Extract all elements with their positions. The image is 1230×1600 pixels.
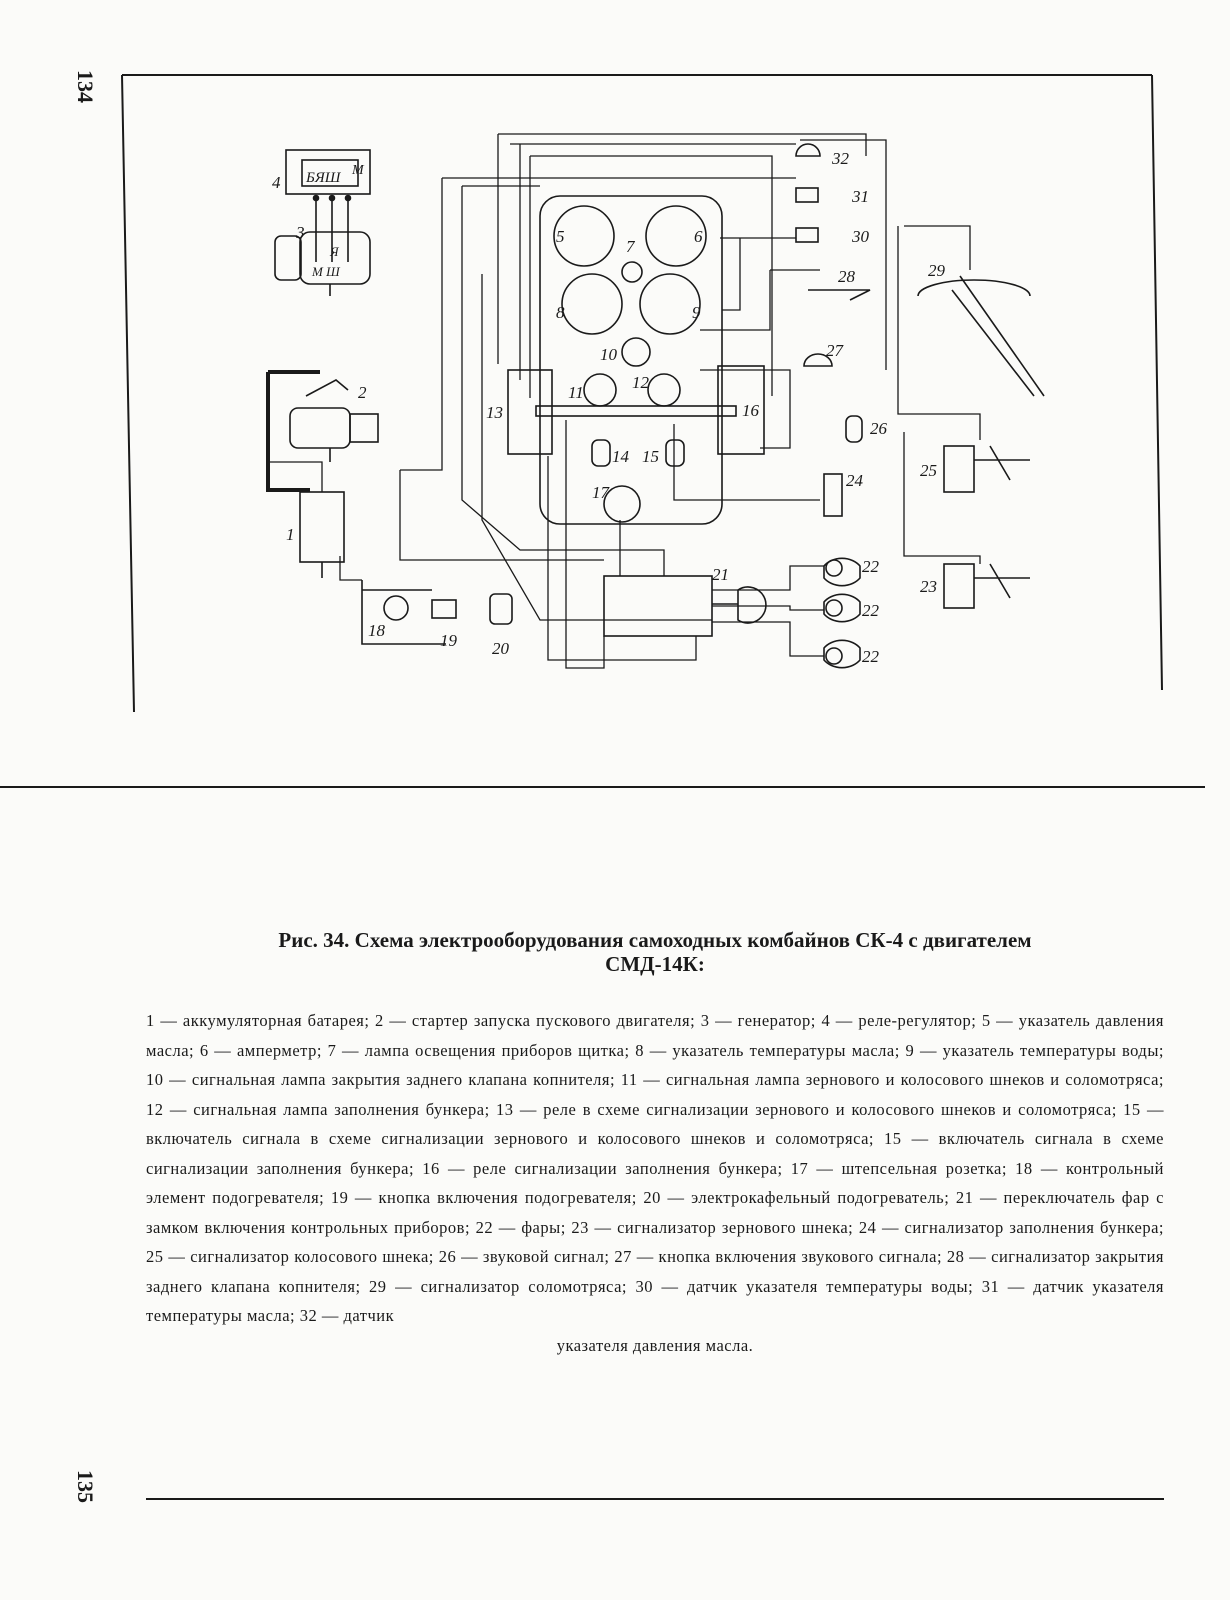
- svg-text:М: М: [352, 163, 364, 178]
- figure-caption-legend: [146, 1006, 1164, 1360]
- relay-regulator: [272, 150, 370, 201]
- light-switch: [604, 565, 766, 636]
- heater: [362, 580, 512, 658]
- svg-text:14: 14: [612, 447, 629, 466]
- svg-text:21: 21: [712, 565, 729, 584]
- svg-text:32: 32: [832, 149, 849, 168]
- svg-text:22: 22: [862, 647, 879, 666]
- svg-text:3: 3: [296, 223, 305, 242]
- svg-text:9: 9: [692, 303, 701, 322]
- svg-text:31: 31: [852, 187, 869, 206]
- svg-text:15: 15: [642, 447, 659, 466]
- legend-text-last-line: указателя давления масла.: [556, 1335, 754, 1355]
- svg-text:19: 19: [440, 631, 457, 650]
- svg-text:23: 23: [920, 577, 937, 596]
- wiring: [268, 134, 980, 668]
- svg-text:5: 5: [556, 227, 565, 246]
- svg-text:17: 17: [592, 483, 609, 502]
- svg-text:28: 28: [838, 267, 855, 286]
- svg-text:26: 26: [870, 419, 887, 438]
- headlights: [824, 557, 880, 668]
- svg-text:10: 10: [600, 345, 617, 364]
- page-divider: [0, 786, 1205, 788]
- svg-text:24: 24: [846, 471, 863, 490]
- wiring-diagram: [110, 60, 1170, 720]
- sensors: [796, 144, 888, 516]
- battery: [286, 492, 344, 578]
- svg-text:29: 29: [928, 261, 945, 280]
- svg-text:1: 1: [286, 525, 295, 544]
- instrument-panel: [540, 196, 722, 524]
- svg-text:18: 18: [368, 621, 385, 640]
- svg-text:2: 2: [358, 383, 367, 402]
- bottom-rule: [146, 1498, 1164, 1500]
- svg-text:16: 16: [742, 401, 759, 420]
- legend-text: 1 — аккумуляторная батарея; 2 — стартер запуска пускового двигателя; 3 — генератор; 4 — реле-регулятор; 5 — указатель давления масла; 6 — амперметр; 7 — лампа освещения приборов щитка; 8 — указатель температуры масла; 9 — указатель температуры воды; 10 — сигнальная лампа закрытия заднего клапана копнителя; 11 — сигнальная лампа зернового и колосового шнеков и соломотряса; 12 — сигнальная лампа заполнения бункера; 13 — реле в схеме сигнализации зернового и колосового шнеков и соломотряса; 15 — включатель сигнала в схеме сигнализации зернового и колосового шнеков и соломотряса; 15 — включатель сигнала в схеме сигнализации заполнения бункера; 16 — реле сигнализации заполнения бункера; 17 — штепсельная розетка; 18 — контрольный элемент подогревателя; 19 — кнопка включения подогревателя; 20 — электрокафельный подогреватель; 21 — переключатель фар с замком включения контрольных приборов; 22 — фары; 23 — сигнализатор зернового шнека; 24 — сигнализатор заполнения бункера; 25 — сигнализатор колосового шнека; 26 — звуковой сигнал; 27 — кнопка включения звукового сигнала; 28 — сигнализатор закрытия заднего клапана копнителя; 29 — сигнализатор соломотряса; 30 — датчик указателя температуры воды; 31 — датчик указателя температуры масла; 32 — датчик: [146, 1011, 1164, 1325]
- svg-text:6: 6: [694, 227, 703, 246]
- caption-title-line1: Рис. 34. Схема электрооборудования самоходных комбайнов СК-4 с двигателем: [278, 928, 1032, 952]
- svg-text:8: 8: [556, 303, 565, 322]
- frame: [122, 75, 1162, 712]
- svg-text:22: 22: [862, 557, 879, 576]
- svg-text:25: 25: [920, 461, 937, 480]
- svg-text:12: 12: [632, 373, 649, 392]
- svg-text:Я: Я: [330, 244, 339, 259]
- svg-text:22: 22: [862, 601, 879, 620]
- svg-text:20: 20: [492, 639, 509, 658]
- svg-text:30: 30: [852, 227, 869, 246]
- page-number-bottom: 135: [73, 1470, 98, 1503]
- caption-title-line2: СМД-14К:: [605, 952, 705, 976]
- svg-text:7: 7: [626, 237, 635, 256]
- svg-text:4: 4: [272, 173, 281, 192]
- svg-text:БЯШ: БЯШ: [306, 170, 341, 186]
- svg-text:13: 13: [486, 403, 503, 422]
- page-number-top: 134: [73, 70, 98, 103]
- svg-text:11: 11: [568, 383, 584, 402]
- generator: [275, 198, 370, 296]
- svg-text:27: 27: [826, 341, 843, 360]
- starter: [268, 372, 378, 490]
- figure-caption-title: [150, 928, 1160, 976]
- svg-text:М Ш: М Ш: [312, 264, 340, 279]
